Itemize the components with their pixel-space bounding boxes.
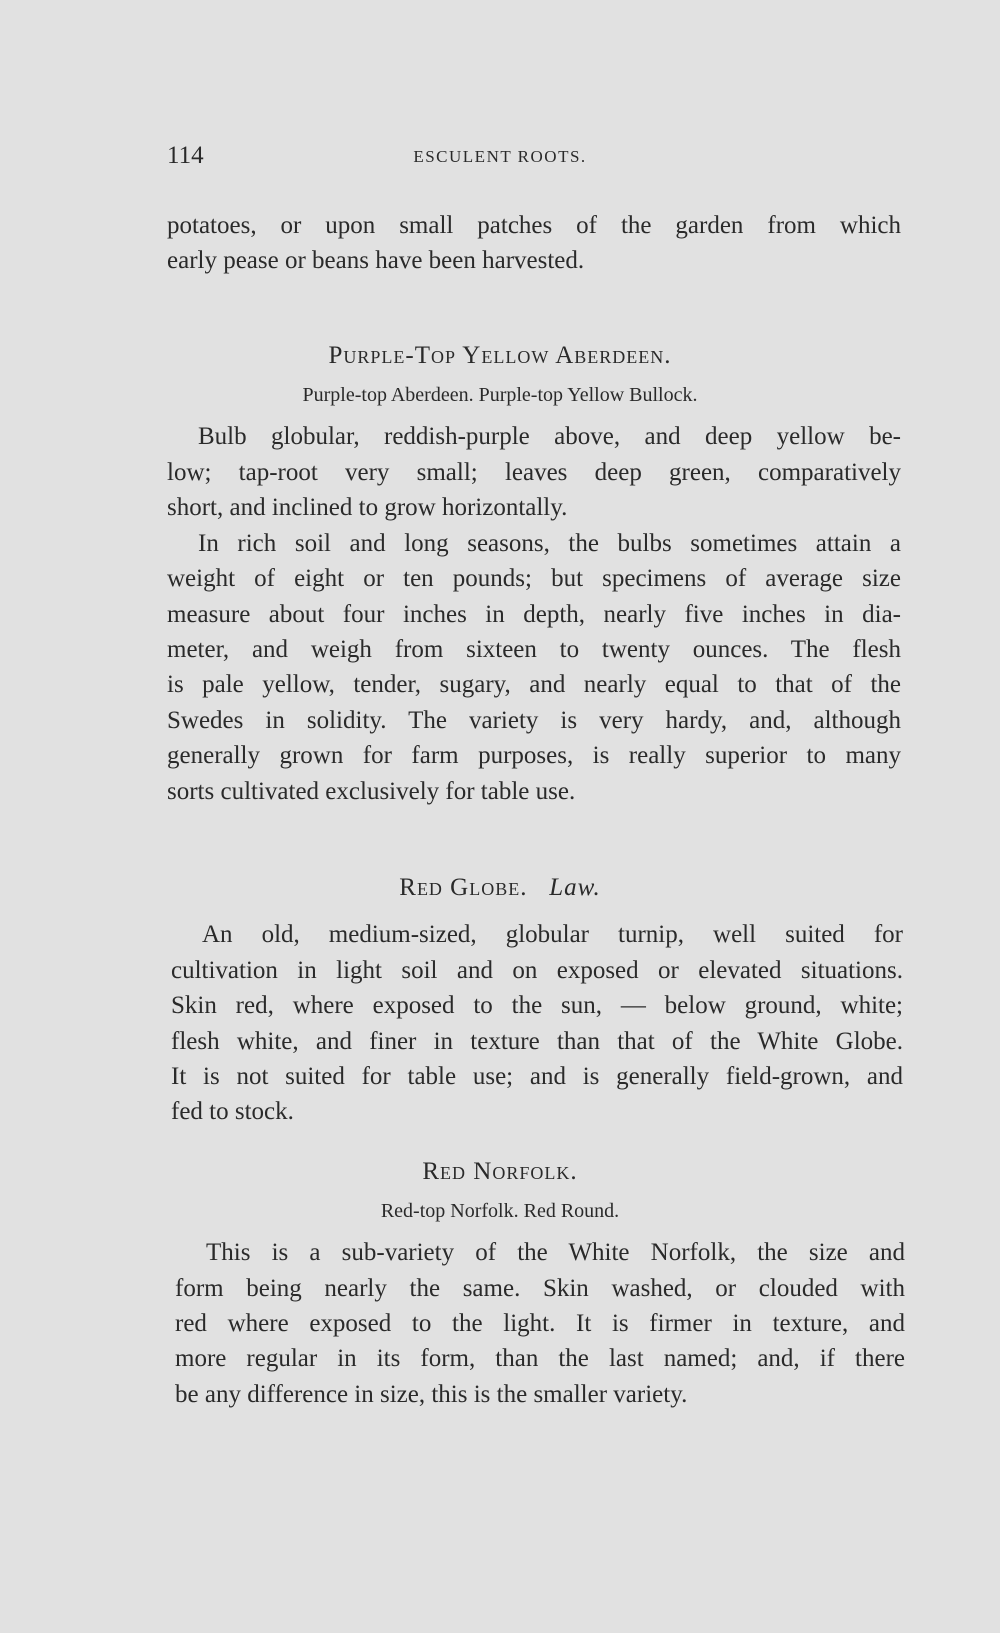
- text-line: short, and inclined to grow horizontally.: [167, 494, 568, 521]
- section-heading: Red Norfolk.: [422, 1158, 578, 1185]
- text-line: meter, and weigh from sixteen to twenty ounces. The flesh: [167, 636, 901, 663]
- text-line: flesh white, and finer in texture than that of the White Globe.: [171, 1028, 903, 1055]
- text-line: sorts cultivated exclusively for table use.: [167, 778, 576, 805]
- text-line: is pale yellow, tender, sugary, and nearly equal to that of the: [167, 671, 901, 698]
- text-line: be any difference in size, this is the smaller variety.: [175, 1381, 688, 1408]
- text-line: more regular in its form, than the last named; and, if there: [175, 1345, 905, 1372]
- text-line: weight of eight or ten pounds; but specimens of average size: [167, 565, 901, 592]
- text-line: form being nearly the same. Skin washed, or clouded with: [175, 1275, 905, 1302]
- text-line: cultivation in light soil and on exposed or elevated situations.: [171, 957, 903, 984]
- section-heading: [0, 874, 1000, 902]
- heading-author: Law.: [549, 874, 601, 901]
- page-number: 114: [167, 142, 204, 169]
- text-line: Bulb globular, reddish-purple above, and deep yellow be-: [198, 423, 901, 450]
- text-line: low; tap-root very small; leaves deep green, comparatively: [167, 459, 901, 486]
- text-line: measure about four inches in depth, nearly five inches in dia-: [167, 601, 901, 628]
- text-line: fed to stock.: [171, 1098, 294, 1125]
- text-line: red where exposed to the light. It is firmer in texture, and: [175, 1310, 905, 1337]
- text-line: In rich soil and long seasons, the bulbs sometimes attain a: [198, 530, 901, 557]
- running-title: ESCULENT ROOTS.: [413, 147, 587, 166]
- section-heading: Purple-Top Yellow Aberdeen.: [328, 342, 672, 369]
- text-line: This is a sub-variety of the White Norfolk, the size and: [206, 1239, 905, 1266]
- text-line: generally grown for farm purposes, is really superior to many: [167, 742, 901, 769]
- text-line: An old, medium-sized, globular turnip, well suited for: [202, 921, 903, 948]
- text-line: It is not suited for table use; and is generally field-grown, and: [171, 1063, 903, 1090]
- synonyms: Purple-top Aberdeen. Purple-top Yellow Bullock.: [302, 384, 698, 406]
- text-line: Skin red, where exposed to the sun, — below ground, white;: [171, 992, 903, 1019]
- text-line: early pease or beans have been harvested.: [167, 247, 585, 274]
- synonyms: Red-top Norfolk. Red Round.: [380, 1200, 620, 1222]
- text-line: Swedes in solidity. The variety is very hardy, and, although: [167, 707, 901, 734]
- heading-title: Red Globe.: [399, 874, 528, 901]
- text-line: potatoes, or upon small patches of the garden from which: [167, 212, 901, 239]
